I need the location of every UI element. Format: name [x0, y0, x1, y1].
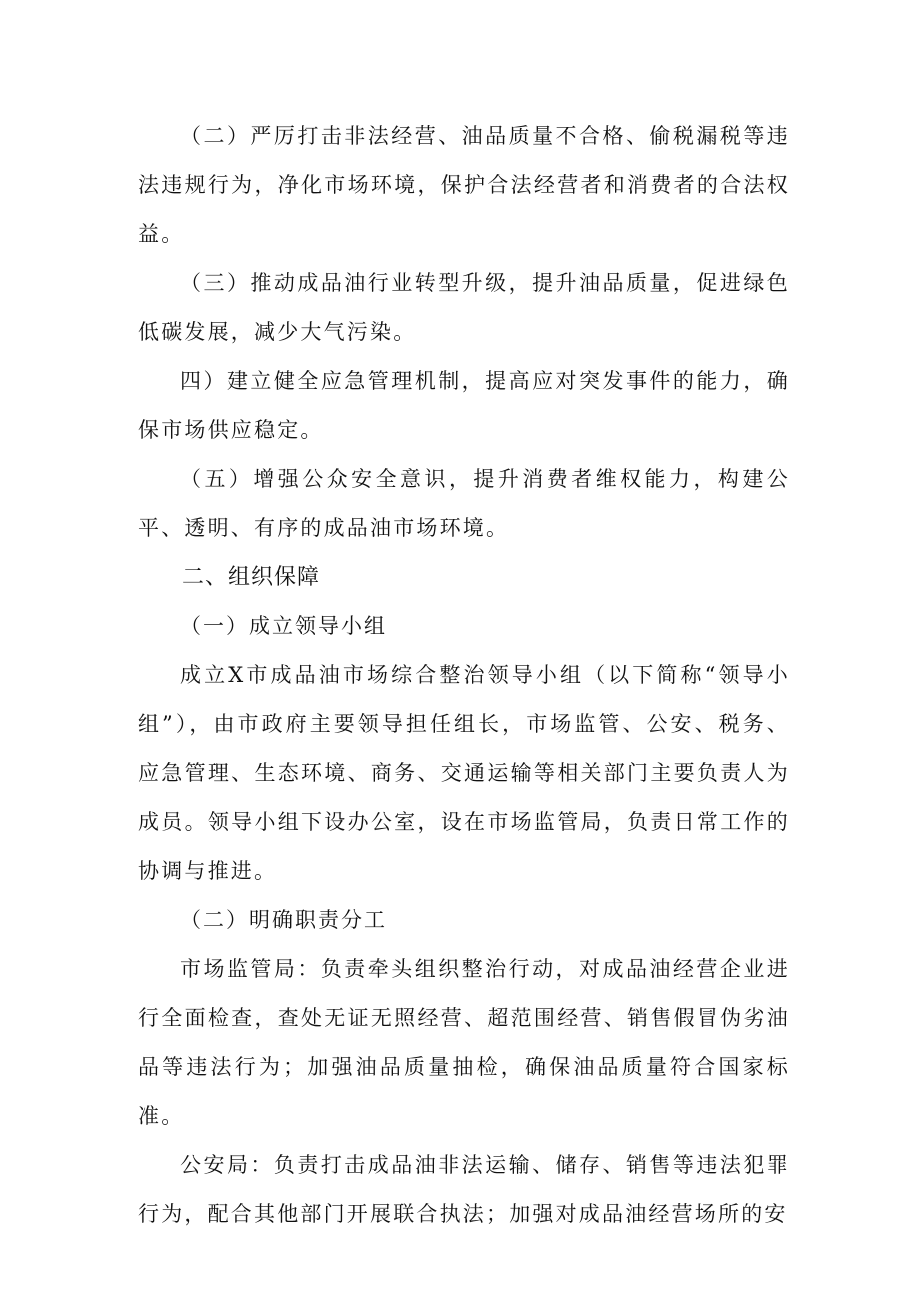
paragraph-objective-2: （二）严厉打击非法经营、油品质量不合格、偷税漏税等违法违规行为，净化市场环境，保护合法经营者和消费者的合法权益。	[138, 124, 790, 246]
document-body	[138, 112, 790, 1239]
section-heading-organization: 二、组织保障	[182, 565, 321, 590]
paragraph-objective-4: 四）建立健全应急管理机制，提高应对突发事件的能力，确保市场供应稳定。	[138, 369, 790, 442]
paragraph-leading-group: 成立X市成品油市场综合整治领导小组（以下简称“领导小组”），由市政府主要领导担任组长，市场监管、公安、税务、应急管理、生态环境、商务、交通运输等相关部门主要负责人为成员。领导小组下设办公室，设在市场监管局，负责日常工作的协调与推进。	[138, 663, 790, 883]
subheading-leading-group: （一）成立领导小组	[180, 614, 387, 638]
paragraph-public-security: 公安局：负责打击成品油非法运输、储存、销售等违法犯罪行为，配合其他部门开展联合执法；加强对成品油经营场所的安	[138, 1153, 790, 1226]
paragraph-market-supervision: 市场监管局：负责牵头组织整治行动，对成品油经营企业进行全面检查，查处无证无照经营、超范围经营、销售假冒伪劣油品等违法行为；加强油品质量抽检，确保油品质量符合国家标准。	[138, 957, 790, 1128]
subheading-responsibilities: （二）明确职责分工	[180, 908, 387, 932]
paragraph-objective-5: （五）增强公众安全意识，提升消费者维权能力，构建公平、透明、有序的成品油市场环境。	[138, 467, 790, 540]
paragraph-objective-3: （三）推动成品油行业转型升级，提升油品质量，促进绿色低碳发展，减少大气污染。	[138, 271, 790, 344]
